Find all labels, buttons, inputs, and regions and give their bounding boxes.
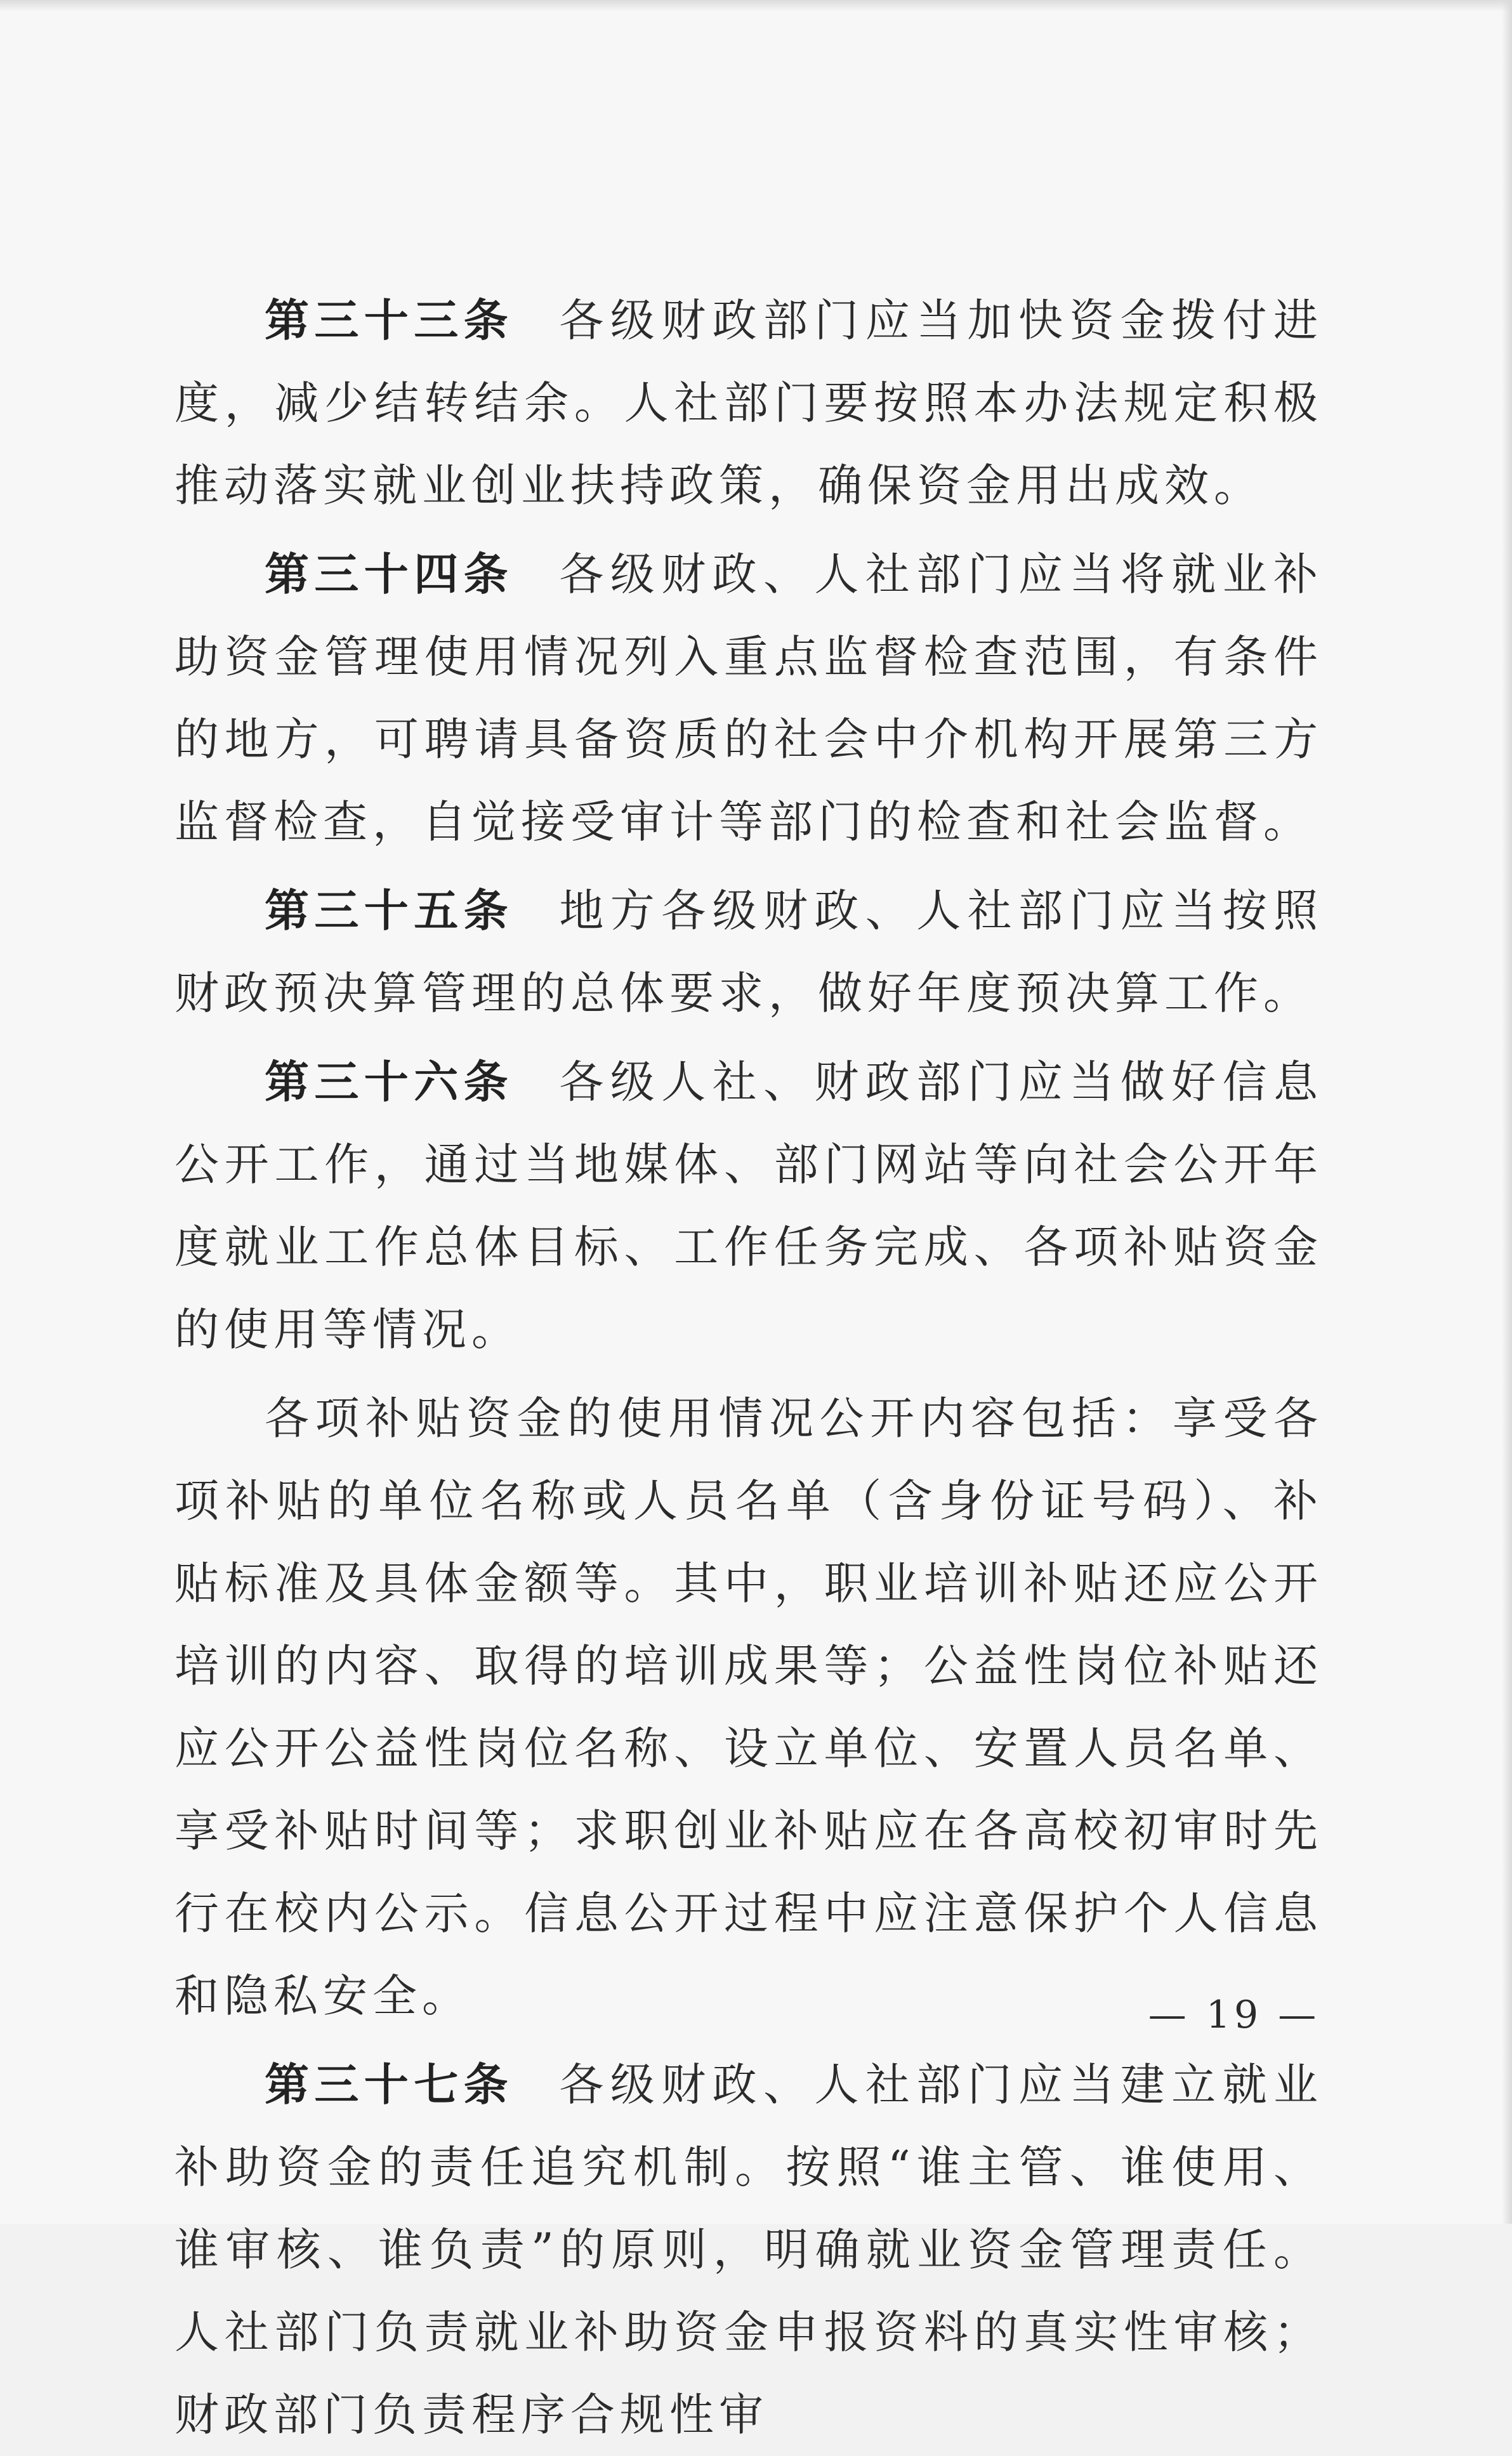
article-34 bbox=[174, 533, 1323, 863]
article-33 bbox=[174, 279, 1323, 527]
article-number: 第三十五条 bbox=[265, 885, 513, 937]
article-35 bbox=[174, 869, 1323, 1034]
article-text: 地方各级财政、人社部门应当按照财政预决算管理的总体要求，做好年度预决算工作。 bbox=[174, 885, 1323, 1019]
article-number: 第三十七条 bbox=[265, 2059, 513, 2111]
page-number: — 19 — bbox=[1148, 1993, 1320, 2037]
article-text: 各级人社、财政部门应当做好信息公开工作，通过当地媒体、部门网站等向社会公开年度就业工作总体目标、工作任务完成、各项补贴资金的使用等情况。 bbox=[174, 1056, 1323, 1356]
article-36-disclosure-paragraph bbox=[174, 1377, 1323, 2037]
article-number: 第三十四条 bbox=[265, 548, 513, 600]
article-37 bbox=[174, 2043, 1323, 2456]
article-text: 各级财政部门应当加快资金拨付进度，减少结转结余。人社部门要按照本办法规定积极推动落实就业创业扶持政策，确保资金用出成效。 bbox=[174, 294, 1323, 512]
article-number: 第三十六条 bbox=[265, 1056, 513, 1108]
scan-shadow-right bbox=[1502, 0, 1512, 2224]
body-text bbox=[174, 279, 1323, 2456]
paragraph-text: 各项补贴资金的使用情况公开内容包括：享受各项补贴的单位名称或人员名单（含身份证号码）、补贴标准及具体金额等。其中，职业培训补贴还应公开培训的内容、取得的培训成果等；公益性岗位补贴还应公开公益性岗位名称、设立单位、安置人员名单、享受补贴时间等；求职创业补贴应在各高校初审时先行在校内公示。信息公开过程中应注意保护个人信息和隐私安全。 bbox=[174, 1392, 1323, 2022]
article-36 bbox=[174, 1041, 1323, 1371]
article-number: 第三十三条 bbox=[265, 294, 513, 347]
article-text: 各级财政、人社部门应当建立就业补助资金的责任追究机制。按照“谁主管、谁使用、谁审核、谁负责”的原则，明确就业资金管理责任。人社部门负责就业补助资金申报资料的真实性审核；财政部门负责程序合规性审 bbox=[174, 2059, 1323, 2441]
scan-shadow-top bbox=[0, 0, 1512, 11]
article-text: 各级财政、人社部门应当将就业补助资金管理使用情况列入重点监督检查范围，有条件的地方，可聘请具备资质的社会中介机构开展第三方监督检查，自觉接受审计等部门的检查和社会监督。 bbox=[174, 548, 1323, 848]
